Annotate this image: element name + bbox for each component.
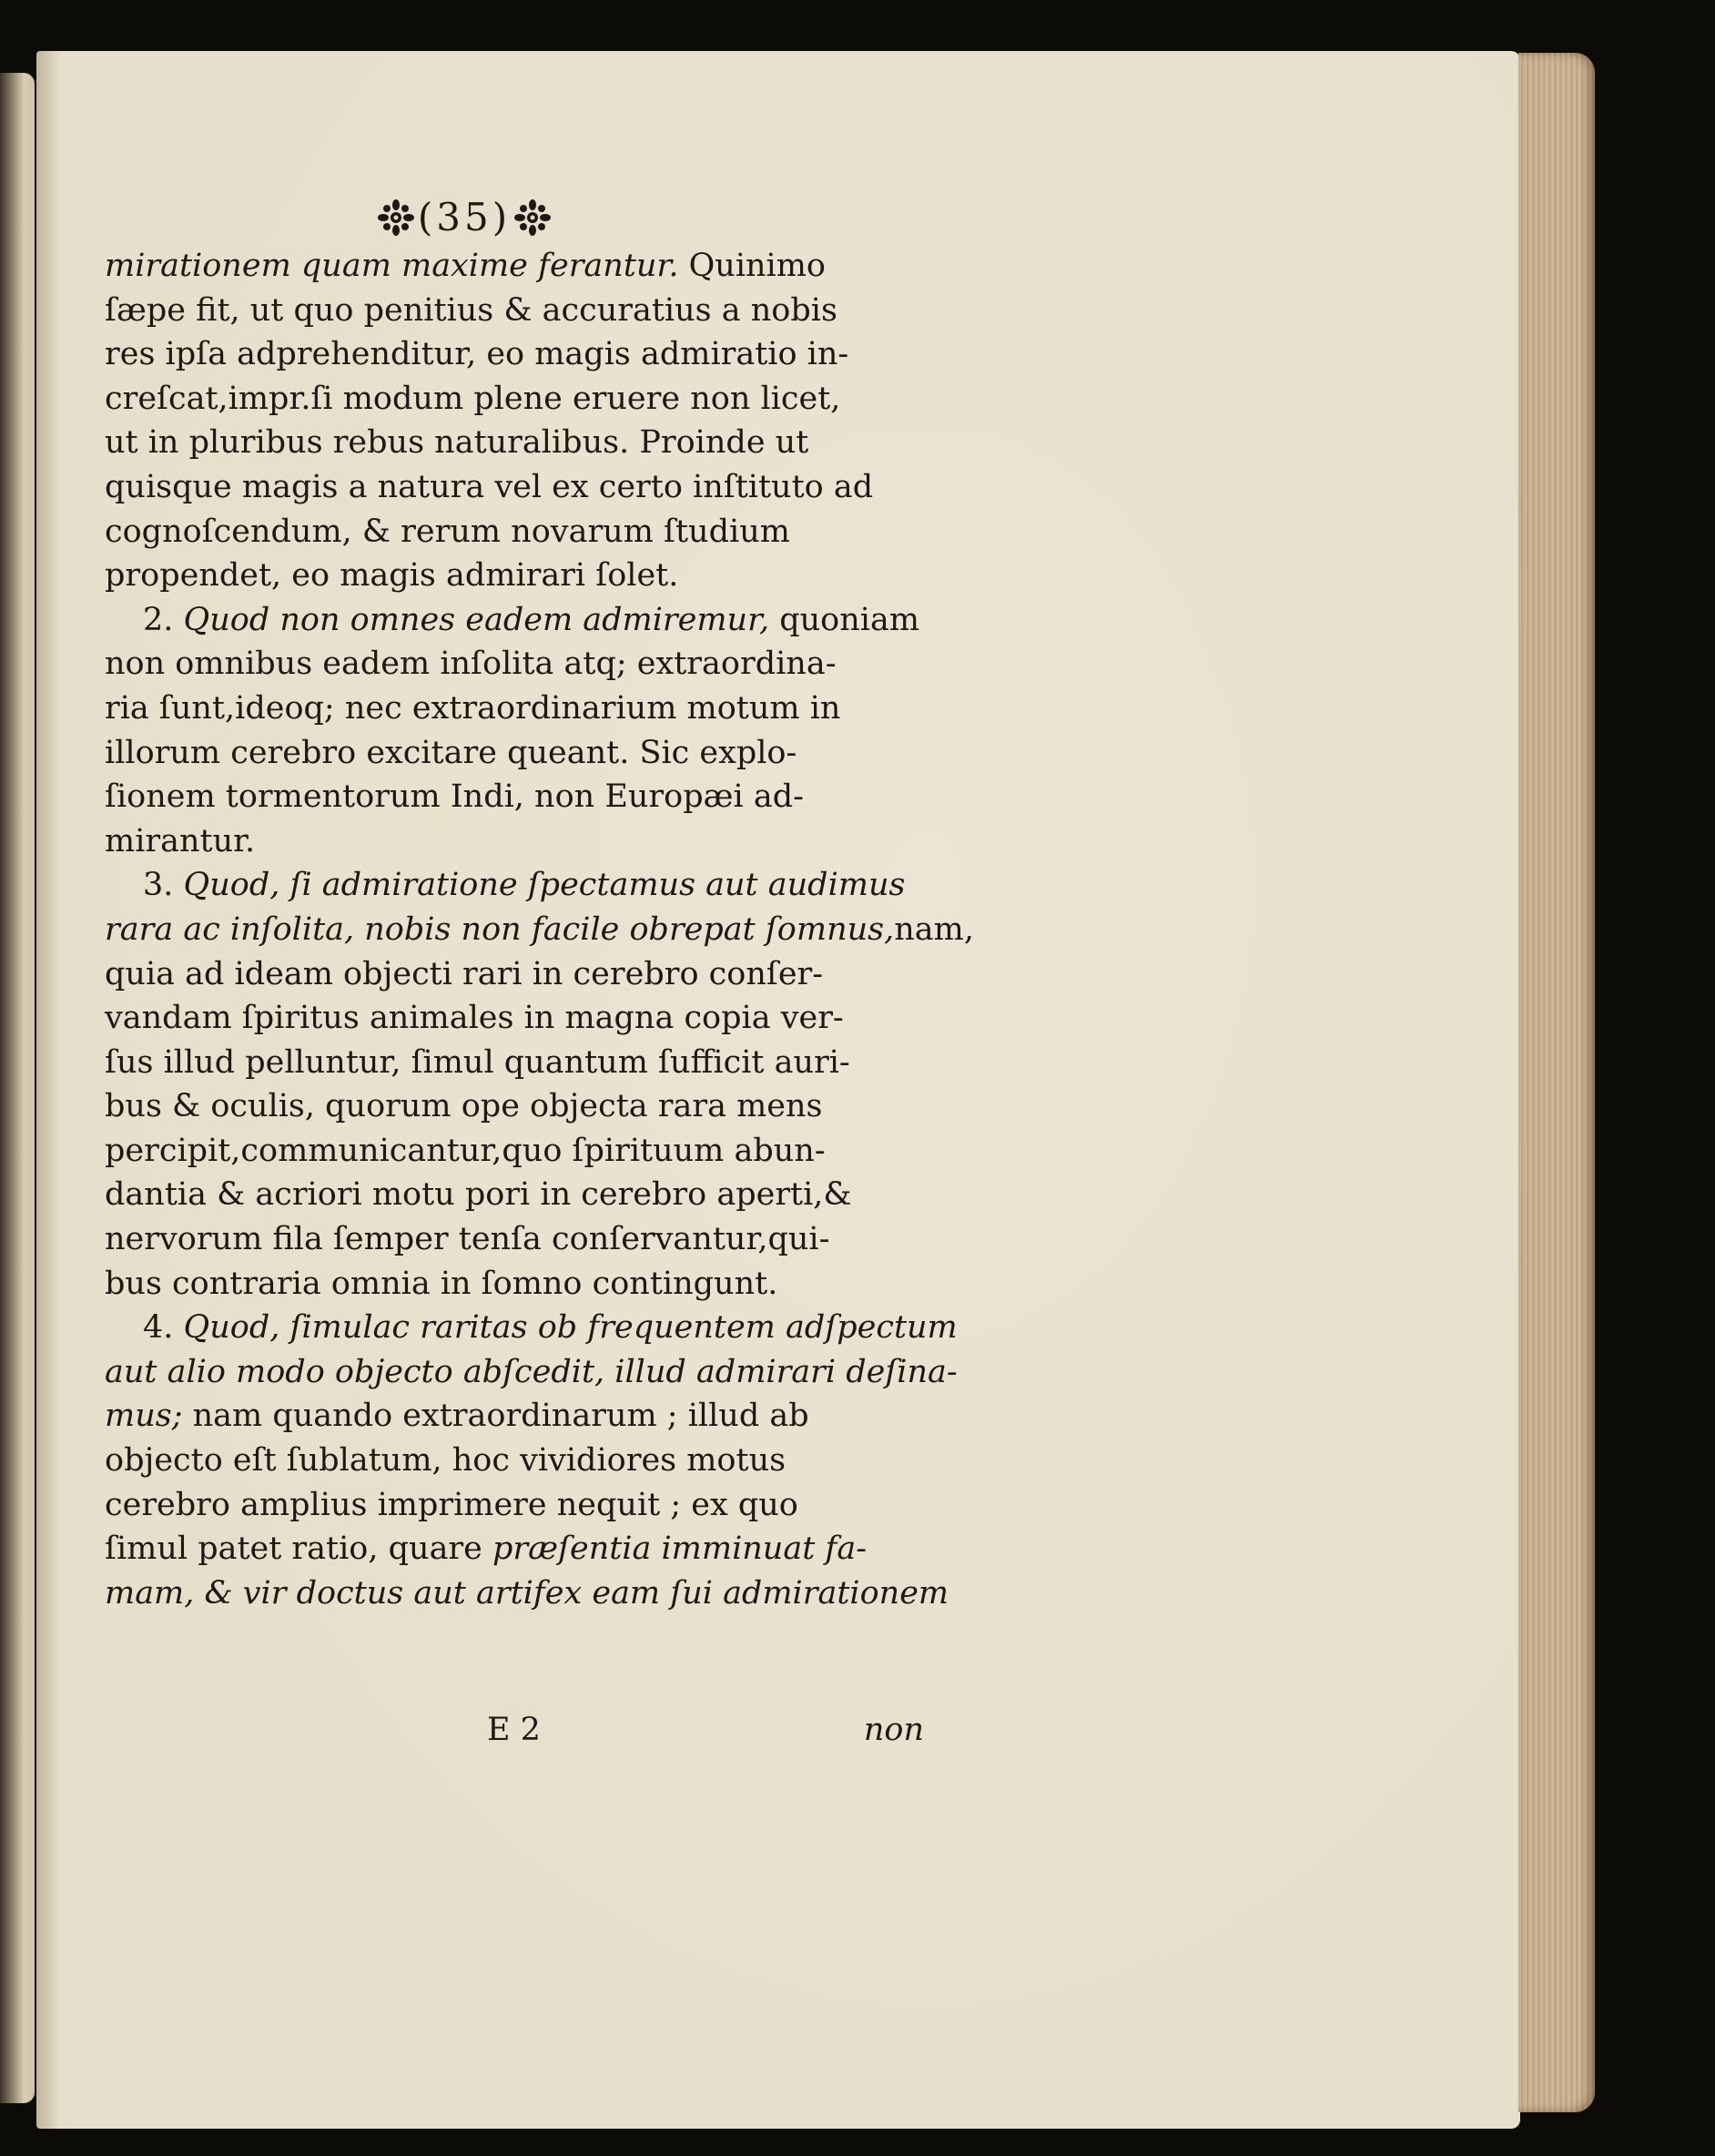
text-line	[105, 731, 924, 776]
roman-text: bus & oculis, quorum ope objecta rara mens	[105, 1088, 823, 1125]
text-line	[105, 289, 924, 333]
roman-text: dantia & acriori motu pori in cerebro aperti,&	[105, 1176, 852, 1214]
text-line	[105, 819, 924, 864]
signature-mark: E 2	[487, 1712, 541, 1748]
roman-text: mirantur.	[105, 822, 256, 859]
italic-text: præſentia imminuat fa-	[492, 1531, 868, 1568]
roman-text: ut in pluribus rebus naturalibus. Proinde ut	[105, 424, 809, 462]
roman-text: ſionem tormentorum Indi, non Europæi ad-	[105, 778, 804, 816]
text-line	[105, 908, 974, 952]
roman-text: ſæpe fit, ut quo penitius & accuratius a nobis	[105, 291, 837, 329]
text-line	[105, 465, 924, 510]
roman-text: 2.	[143, 601, 184, 638]
roman-text: nervorum fila ſemper tenſa conſervantur,qui-	[105, 1221, 830, 1258]
page-number: (35)	[417, 195, 512, 239]
italic-text: mirationem quam maxime ferantur.	[105, 248, 689, 284]
catchword: non	[863, 1712, 924, 1748]
roman-text: ſus illud pelluntur, ſimul quantum ſufficit auri-	[105, 1043, 850, 1081]
roman-text: quisque magis a natura vel ex certo inſtituto ad	[105, 468, 874, 505]
text-line	[105, 1129, 924, 1174]
text-line	[105, 332, 924, 377]
roman-text: quoniam	[779, 601, 920, 638]
text-line	[105, 1084, 924, 1129]
text-line	[105, 1350, 958, 1395]
roman-text: propendet, eo magis admirari ſolet.	[105, 557, 679, 595]
text-line	[105, 510, 924, 554]
italic-text: mus;	[105, 1398, 193, 1435]
text-line	[105, 952, 924, 997]
flower-ornament-icon	[378, 199, 414, 236]
roman-text: cerebro amplius imprimere nequit ; ex quo	[105, 1486, 798, 1523]
text-line	[105, 775, 924, 819]
flower-ornament-icon	[514, 199, 551, 236]
roman-text: ria ſunt,ideoq; nec extraordinarium motum in	[105, 689, 841, 727]
italic-text: rara ac inſolita, nobis non facile obrepat ſomnus,	[105, 910, 895, 948]
text-line	[105, 686, 924, 731]
page-text	[105, 191, 974, 1615]
text-line	[105, 996, 924, 1041]
roman-text: creſcat,impr.ſi modum plene eruere non licet,	[105, 380, 841, 417]
roman-text: percipit,communicantur,quo ſpirituum abun-	[105, 1132, 826, 1169]
text-line	[105, 1439, 924, 1483]
roman-text: ſimul patet ratio, quare	[105, 1531, 492, 1568]
roman-text: 4.	[143, 1309, 184, 1347]
roman-text: res ipſa adprehenditur, eo magis admiratio in-	[105, 336, 849, 373]
text-line	[105, 554, 924, 598]
text-line	[105, 1306, 958, 1350]
roman-text: bus contraria omnia in ſomno contingunt.	[105, 1265, 778, 1302]
italic-text: aut alio modo objecto abſcedit, illud admirari deſina-	[105, 1353, 958, 1390]
italic-text: mam, & vir doctus aut artifex eam ſui admirationem	[105, 1574, 949, 1612]
roman-text: nam,	[894, 910, 974, 948]
italic-text: Quod, ſi admiratione ſpectamus aut audimus	[183, 867, 906, 904]
text-line	[105, 863, 924, 908]
text-line	[105, 244, 924, 289]
roman-text: 3.	[143, 867, 184, 904]
italic-text: Quod, ſimulac raritas ob frequentem adſpectum	[183, 1309, 958, 1347]
roman-text: quia ad ideam objecti rari in cerebro conſer-	[105, 955, 824, 992]
italic-text: Quod non omnes eadem admiremur,	[183, 601, 780, 638]
roman-text: cognoſcendum, & rerum novarum ſtudium	[105, 513, 790, 550]
text-line	[105, 1571, 949, 1616]
text-line	[105, 598, 924, 643]
text-line	[105, 1217, 924, 1262]
text-line	[105, 421, 924, 465]
page-header	[5, 191, 924, 244]
text-line	[105, 642, 924, 686]
text-line	[105, 377, 924, 422]
roman-text: non omnibus eadem inſolita atq; extraordina-	[105, 646, 837, 683]
roman-text: vandam ſpiritus animales in magna copia ver-	[105, 1000, 844, 1037]
roman-text: Quinimo	[688, 248, 827, 284]
roman-text: nam quando extraordinarum ; illud ab	[192, 1398, 809, 1435]
roman-text: objecto eſt ſublatum, hoc vividiores motus	[105, 1442, 786, 1480]
text-line	[105, 1527, 924, 1571]
text-line	[105, 1262, 924, 1307]
page-block-edge	[1518, 53, 1595, 2112]
page-footer	[105, 1712, 924, 1757]
text-lines	[105, 244, 974, 1615]
text-line	[105, 1173, 924, 1217]
text-line	[105, 1394, 924, 1439]
facing-page-edge	[0, 73, 35, 2103]
text-line	[105, 1041, 924, 1085]
text-line	[105, 1483, 924, 1528]
roman-text: illorum cerebro excitare queant. Sic explo-	[105, 734, 797, 771]
